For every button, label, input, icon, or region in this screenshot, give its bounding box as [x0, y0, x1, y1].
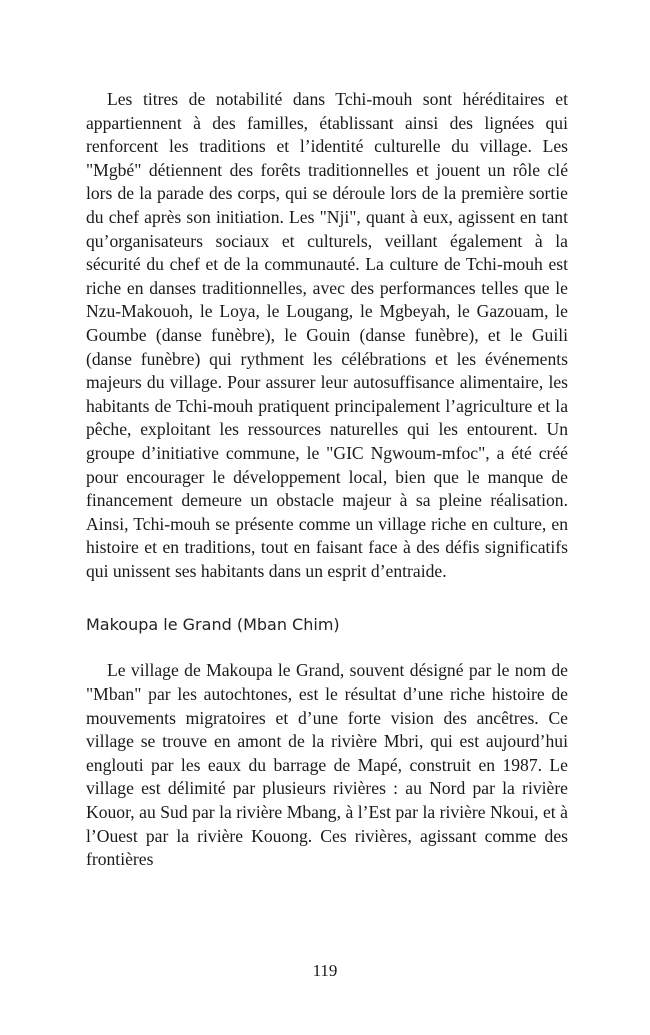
page-number: 119 — [312, 961, 338, 980]
paragraph-makoupa: Le village de Makoupa le Grand, souvent désigné par le nom de "Mban" par les autochtones, est le résultat d’une riche histoire de mouvements migratoires et d’une forte vision des ancêtres. Ce village se trouve en amont de la rivière Mbri, qui est aujourd’hui englouti par les eaux du barrage de Mapé, construit en 1987. Le village est délimité par plusieurs rivières : au Nord par la rivière Kouor, au Sud par la rivière Mbang, à l’Est par la rivière Nkoui, et à l’Ouest par la rivière Kouong. Ces rivières, agissant comme des frontières — [86, 660, 568, 870]
section-heading: Makoupa le Grand (Mban Chim) — [86, 615, 340, 635]
paragraph-tchi-mouh: Les titres de notabilité dans Tchi-mouh sont héréditaires et appartiennent à des familles, établissant ainsi des lignées qui renforcent les traditions et l’identité culturelle du village. Les "Mgbé" détiennent des forêts traditionnelles et jouent un rôle clé lors de la parade des corps, qui se déroule lors de la première sortie du chef après son initiation. Les "Nji", quant à eux, agissent en tant qu’organisateurs sociaux et culturels, veillant également à la sécurité du chef et de la communauté. La culture de Tchi-mouh est riche en danses traditionnelles, avec des performances telles que le Nzu-Makouoh, le Loya, le Lougang, le Mgbeyah, le Gazouam, le Goumbe (danse funèbre), le Gouin (danse funèbre), et le Guili (danse funèbre) qui rythment les célébrations et les événements majeurs du village. Pour assurer leur autosuffisance alimentaire, les habitants de Tchi-mouh pratiquent principalement l’agriculture et la pêche, exploitant les ressources naturelles qui les entourent. Un groupe d’initiative commune, le "GIC Ngwoum-mfoc", a été créé pour encourager le développement local, bien que le manque de financement demeure un obstacle majeur à sa pleine réalisation. Ainsi, Tchi-mouh se présente comme un village riche en culture, en histoire et en traditions, tout en faisant face à des défis significatifs qui unissent ses habitants dans un esprit d’entraide. — [86, 89, 568, 581]
page-body — [86, 88, 568, 872]
